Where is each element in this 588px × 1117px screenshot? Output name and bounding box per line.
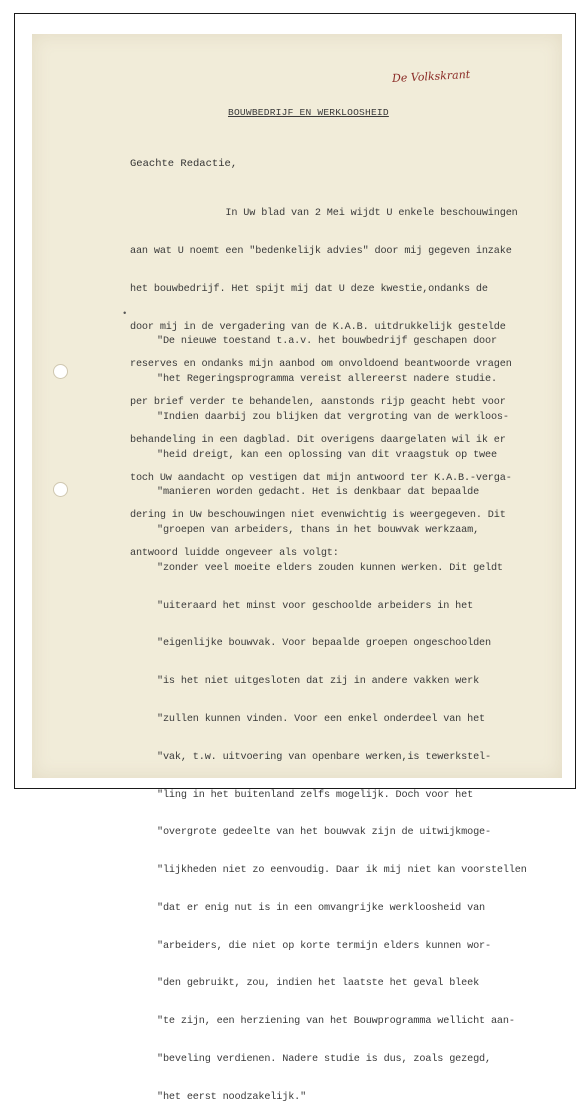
quote-line: "het eerst noodzakelijk.": [157, 1091, 307, 1103]
quote-line: "vak, t.w. uitvoering van openbare werken,is tewerkstel-: [157, 751, 491, 763]
salutation: Geachte Redactie,: [130, 158, 238, 170]
quote-line: "manieren worden gedacht. Het is denkbaar dat bepaalde: [157, 487, 480, 499]
quote-line: "het Regeringsprogramma vereist allereerst nadere studie.: [157, 373, 497, 385]
letter-heading: BOUWBEDRIJF EN WERKLOOSHEID: [228, 107, 389, 118]
text-line: behandeling in een dagblad. Dit overigens daargelaten wil ik er: [130, 434, 506, 446]
quote-line: "De nieuwe toestand t.a.v. het bouwbedrijf geschapen door: [157, 336, 497, 348]
quote-line: "lijkheden niet zo eenvoudig. Daar ik mij niet kan voorstellen: [157, 865, 527, 877]
text-line: door mij in de vergadering van de K.A.B. uitdrukkelijk gestelde: [130, 321, 506, 333]
text-line: toch Uw aandacht op vestigen dat mijn antwoord ter K.A.B.-verga-: [130, 472, 512, 484]
quote-line: "zullen kunnen vinden. Voor een enkel onderdeel van het: [157, 714, 485, 725]
quoted-answer: [157, 311, 527, 1117]
text-line: reserves en ondanks mijn aanbod om onvoldoend beantwoorde vragen: [130, 359, 512, 371]
punch-hole: [53, 482, 68, 497]
quote-line: "den gebruikt, zou, indien het laatste het geval bleek: [157, 978, 480, 990]
quote-line: "te zijn, een herziening van het Bouwprogramma wellicht aan-: [157, 1016, 515, 1028]
quote-line: "arbeiders, die niet op korte termijn elders kunnen wor-: [157, 940, 491, 952]
quote-line: "Indien daarbij zou blijken dat vergroting van de werkloos-: [157, 411, 509, 423]
text-line: het bouwbedrijf. Het spijt mij dat U deze kwestie,ondanks de: [130, 283, 488, 295]
handwritten-annotation: De Volkskrant: [391, 67, 471, 86]
text-line: aan wat U noemt een "bedenkelijk advies" door mij gegeven inzake: [130, 245, 512, 257]
quote-line: "dat er enig nut is in een omvangrijke werkloosheid van: [157, 902, 485, 914]
quote-line: "groepen van arbeiders, thans in het bouwvak werkzaam,: [157, 525, 480, 537]
quote-line: "heid dreigt, kan een oplossing van dit vraagstuk op twee: [157, 449, 497, 461]
quote-line: "is het niet uitgesloten dat zij in andere vakken werk: [157, 676, 480, 688]
quote-line: "eigenlijke bouwvak. Voor bepaalde groepen ongeschoolden: [157, 638, 491, 650]
quote-line: "overgrote gedeelte van het bouwvak zijn de uitwijkmoge-: [157, 827, 491, 839]
quote-line: "beveling verdienen. Nadere studie is dus, zoals gezegd,: [157, 1054, 491, 1066]
punch-hole: [53, 364, 68, 379]
margin-tick-mark: •: [122, 309, 128, 319]
quote-line: "ling in het buitenland zelfs mogelijk. Doch voor het: [157, 789, 474, 801]
quote-line: "zonder veel moeite elders zouden kunnen werken. Dit geldt: [157, 562, 503, 574]
quote-line: "uiteraard het minst voor geschoolde arbeiders in het: [157, 600, 474, 612]
text-line: per brief verder te behandelen, aanstonds rijp geacht hebt voor: [130, 397, 506, 409]
text-line: In Uw blad van 2 Mei wijdt U enkele beschouwingen: [130, 208, 518, 220]
text-line: antwoord luidde ongeveer als volgt:: [130, 548, 339, 560]
text-line: dering in Uw beschouwingen niet evenwichtig is weergegeven. Dit: [130, 510, 506, 522]
